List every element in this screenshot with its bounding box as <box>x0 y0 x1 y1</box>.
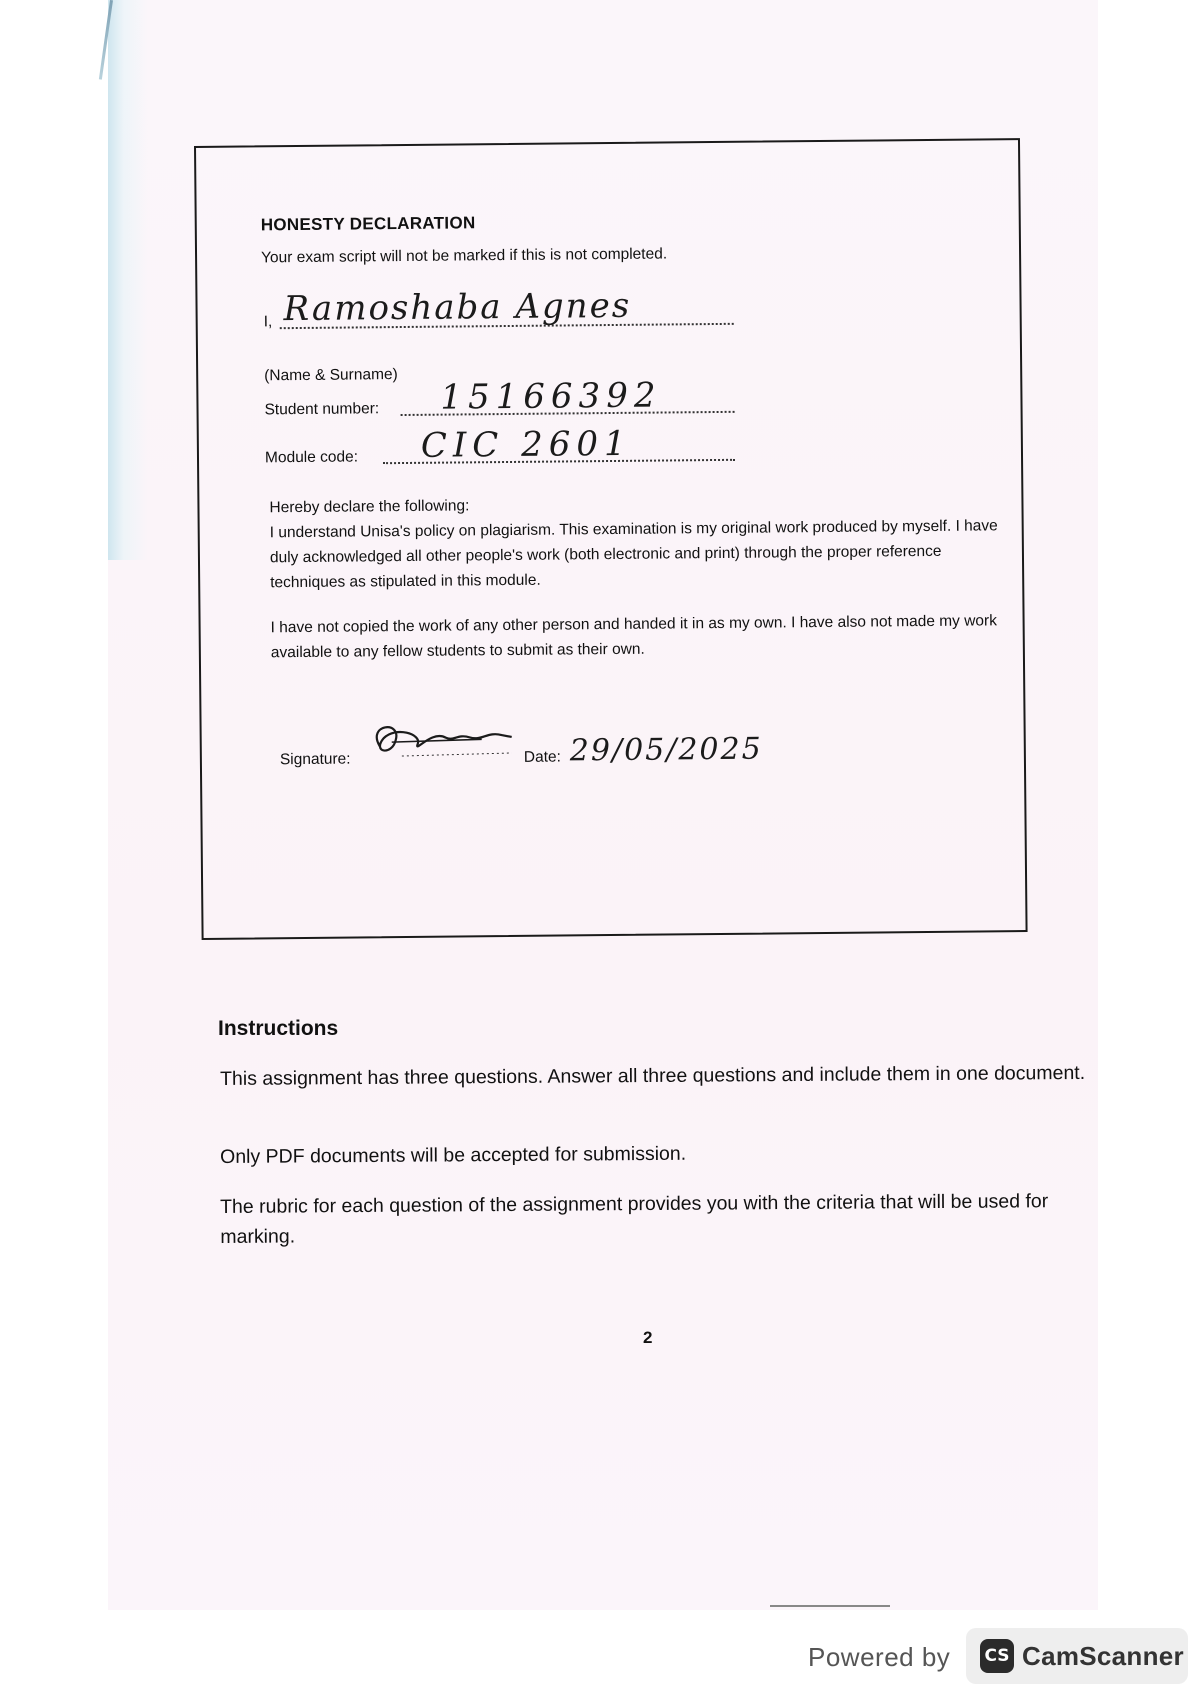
declaration-paragraph-2: I have not copied the work of any other person and handed it in as my own. I have also not made my work available to any fellow students to submit as their own. <box>270 612 998 662</box>
name-field <box>263 285 733 336</box>
page-number: 2 <box>643 1328 653 1347</box>
declaration-paragraph-1: I understand Unisa's policy on plagiarism. This examination is my original work produced by myself. I have duly acknowledged all other people's work (both electronic and print) through the proper reference techniques as stipulated in this module. <box>269 517 998 592</box>
scan-bottom-mark <box>770 1605 890 1607</box>
name-caption: (Name & Surname) <box>264 366 398 385</box>
honesty-declaration-box <box>194 138 1028 940</box>
camscanner-brand: CamScanner <box>1022 1641 1184 1671</box>
declaration-title: HONESTY DECLARATION <box>260 213 476 235</box>
instruction-item: The rubric for each question of the assignment provides you with the criteria that will be used for marking. <box>220 1190 1049 1248</box>
name-prefix: I, <box>263 313 273 331</box>
page-edge-shadow <box>108 0 148 560</box>
student-number-label: Student number: <box>264 400 380 419</box>
instruction-item: This assignment has three questions. Answer all three questions and include them in one document. <box>220 1061 1086 1090</box>
date-label: Date: <box>523 748 562 766</box>
module-code-field <box>264 423 735 472</box>
handwritten-name: Ramoshaba Agnes <box>283 285 632 330</box>
signature-label: Signature: <box>279 750 351 769</box>
camscanner-logo-icon: CS <box>980 1639 1014 1673</box>
instructions-title: Instructions <box>218 1017 339 1040</box>
camscanner-badge <box>966 1628 1188 1684</box>
module-code-label: Module code: <box>264 448 359 467</box>
signature-row <box>279 710 800 775</box>
signature-scribble <box>361 715 521 767</box>
handwritten-student-number: 15166392 <box>440 375 662 418</box>
declaration-warning: Your exam script will not be marked if this is not completed. <box>260 245 668 267</box>
handwritten-module-code: CIC 2601 <box>420 423 632 466</box>
powered-by-text: Powered by <box>808 1642 951 1672</box>
handwritten-date: 29/05/2025 <box>569 731 763 769</box>
camscanner-footer <box>808 1628 1188 1684</box>
declaration-hereby: Hereby declare the following: <box>269 497 470 517</box>
instruction-item: Only PDF documents will be accepted for submission. <box>220 1142 687 1168</box>
